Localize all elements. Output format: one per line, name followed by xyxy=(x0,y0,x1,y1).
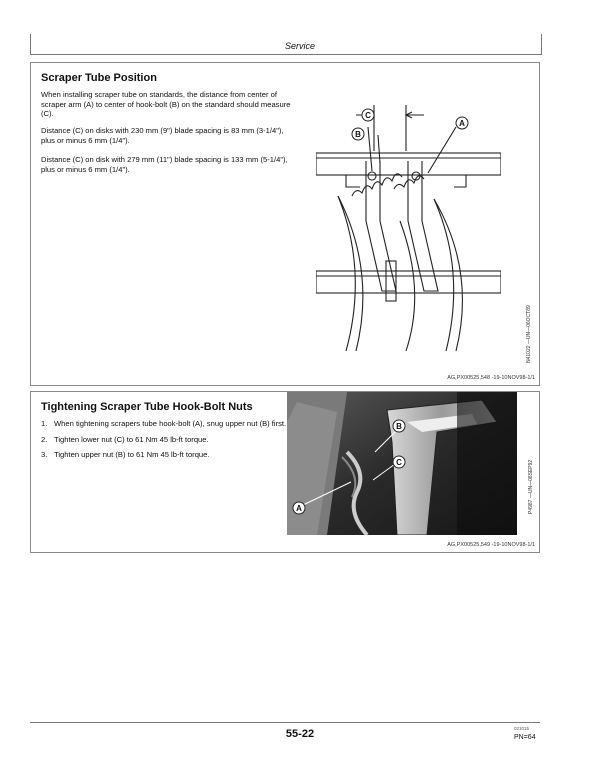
callout-b: B xyxy=(355,130,361,139)
section-title: Scraper Tube Position xyxy=(41,72,157,84)
paragraph: When installing scraper tube on standards, the distance from center of scraper arm (A) to center of hook-bolt (B) on the standard should measure (C). xyxy=(41,90,291,119)
figure-code: N41022 —UN—06OCT89 xyxy=(526,305,532,363)
callout-a: A xyxy=(459,119,465,128)
callout-c: C xyxy=(365,111,371,120)
pn-number: PN=64 xyxy=(514,734,536,741)
reference-code: AG,PX00525,548 -19-10NOV98-1/1 xyxy=(447,375,535,381)
callout-a: A xyxy=(296,504,302,513)
date-code: 021015 xyxy=(514,726,530,731)
step-text: When tightening scrapers tube hook-bolt (A), snug upper nut (B) first. xyxy=(54,419,287,428)
page-number: 55-22 xyxy=(285,728,315,740)
page-header-title: Service xyxy=(284,41,315,51)
step-number: 3. xyxy=(41,450,48,460)
hook-bolt-photo xyxy=(287,392,517,535)
callout-c: C xyxy=(396,458,402,467)
list-item xyxy=(41,435,291,445)
paragraph: Distance (C) on disks with 230 mm (9") blade spacing is 83 mm (3-1/4"), plus or minus 6 mm (1/4"). xyxy=(41,126,284,145)
steps-list xyxy=(41,419,291,466)
paragraph: Distance (C) on disk with 279 mm (11") blade spacing is 133 mm (5-1/4"), plus or minus 6 mm (1/4"). xyxy=(41,155,288,174)
section-title: Tightening Scraper Tube Hook-Bolt Nuts xyxy=(41,401,253,413)
step-number: 1. xyxy=(41,419,48,428)
list-item xyxy=(41,419,291,429)
step-number: 2. xyxy=(41,434,48,444)
section-tightening-hook-bolt-nuts xyxy=(30,391,540,553)
reference-code: AG,PX00525,549 -19-10NOV98-1/1 xyxy=(447,542,535,548)
step-text: Tighten lower nut (C) to 61 Nm 45 lb-ft torque. xyxy=(54,434,209,444)
scraper-tube-diagram xyxy=(316,101,501,353)
callout-b: B xyxy=(396,422,402,431)
figure-code: P4987 —UN—08SEP92 xyxy=(528,459,534,514)
list-item xyxy=(41,450,291,460)
section-scraper-tube-position xyxy=(30,62,540,386)
footer-rule xyxy=(30,722,540,723)
step-text: Tighten upper nut (B) to 61 Nm 45 lb-ft torque. xyxy=(54,450,210,460)
